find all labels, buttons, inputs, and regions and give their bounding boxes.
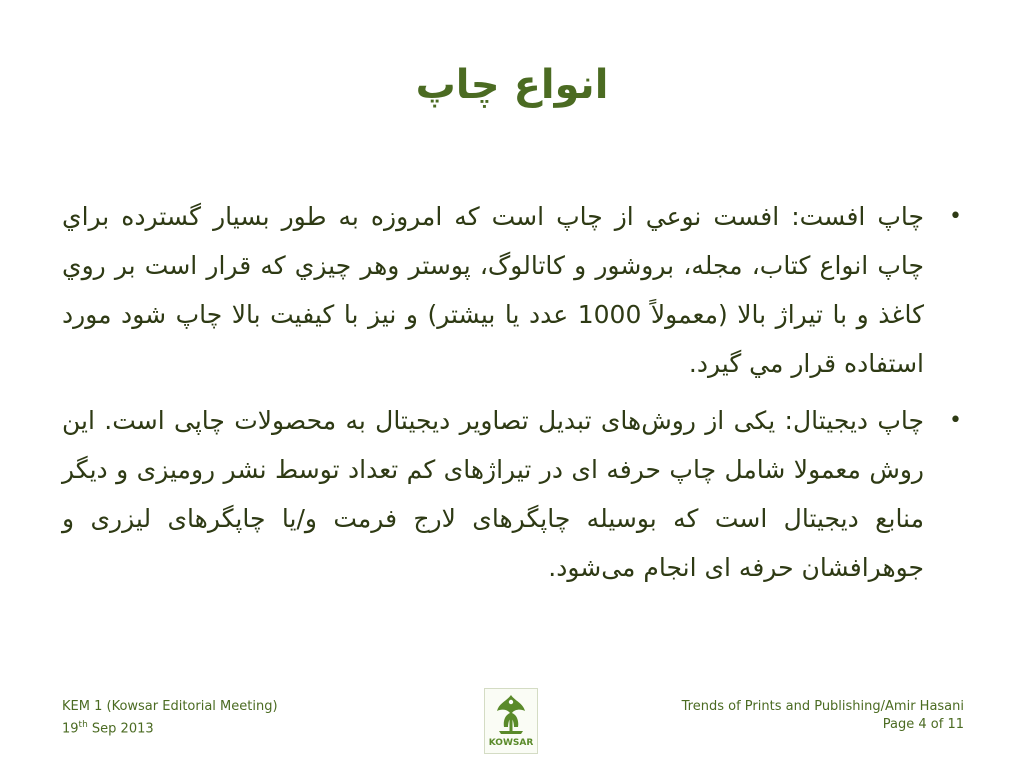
footer-right <box>682 698 964 734</box>
bullet-text: افست نوعي از چاپ است که امروزه به طور بسيار گسترده براي چاپ انواع کتاب، مجله، بروشور و کاتالوگ، پوستر وهر چيزي که قرار است بر روي کاغذ و با تيراژ بالا (معمولاً 1000 عدد يا بيشتر) و نيز با کيفيت بالا چاپ شود مورد استفاده قرار مي گيرد. <box>62 202 924 378</box>
footer-left <box>62 698 278 738</box>
bullet-digital-printing <box>62 396 962 592</box>
slide-content <box>62 192 962 600</box>
bullet-heading: چاپ دیجیتال: <box>784 406 924 435</box>
bullet-offset-printing <box>62 192 962 388</box>
bullet-heading: چاپ افست: <box>791 202 924 231</box>
slide-title: انواع چاپ <box>415 62 609 108</box>
footer-meeting-name: KEM 1 (Kowsar Editorial Meeting) <box>62 699 278 714</box>
kowsar-logo <box>484 688 538 754</box>
footer-page-number: Page 4 of 11 <box>882 717 964 732</box>
bullet-text: یکی از روش‌های تبدیل تصاویر دیجیتال به محصولات چاپی است. این روش معمولا شامل چاپ حرفه ای در تیراژهای کم تعداد توسط نشر رومیزی و دیگر منابع دیجیتال است که بوسیله چاپگرهای لارج فرمت و/یا چاپگرهای لیزری و جوهرافشان حرفه ای انجام می‌شود. <box>62 406 924 582</box>
bullet-dot-icon: • <box>949 204 962 229</box>
footer-presentation-title: Trends of Prints and Publishing/Amir Hasani <box>681 699 964 714</box>
footer-date: 19th Sep 2013 <box>62 720 154 737</box>
bullet-dot-icon: • <box>949 408 962 433</box>
logo-text: KOWSAR <box>488 738 534 748</box>
kowsar-tree-logo-icon <box>485 689 537 737</box>
